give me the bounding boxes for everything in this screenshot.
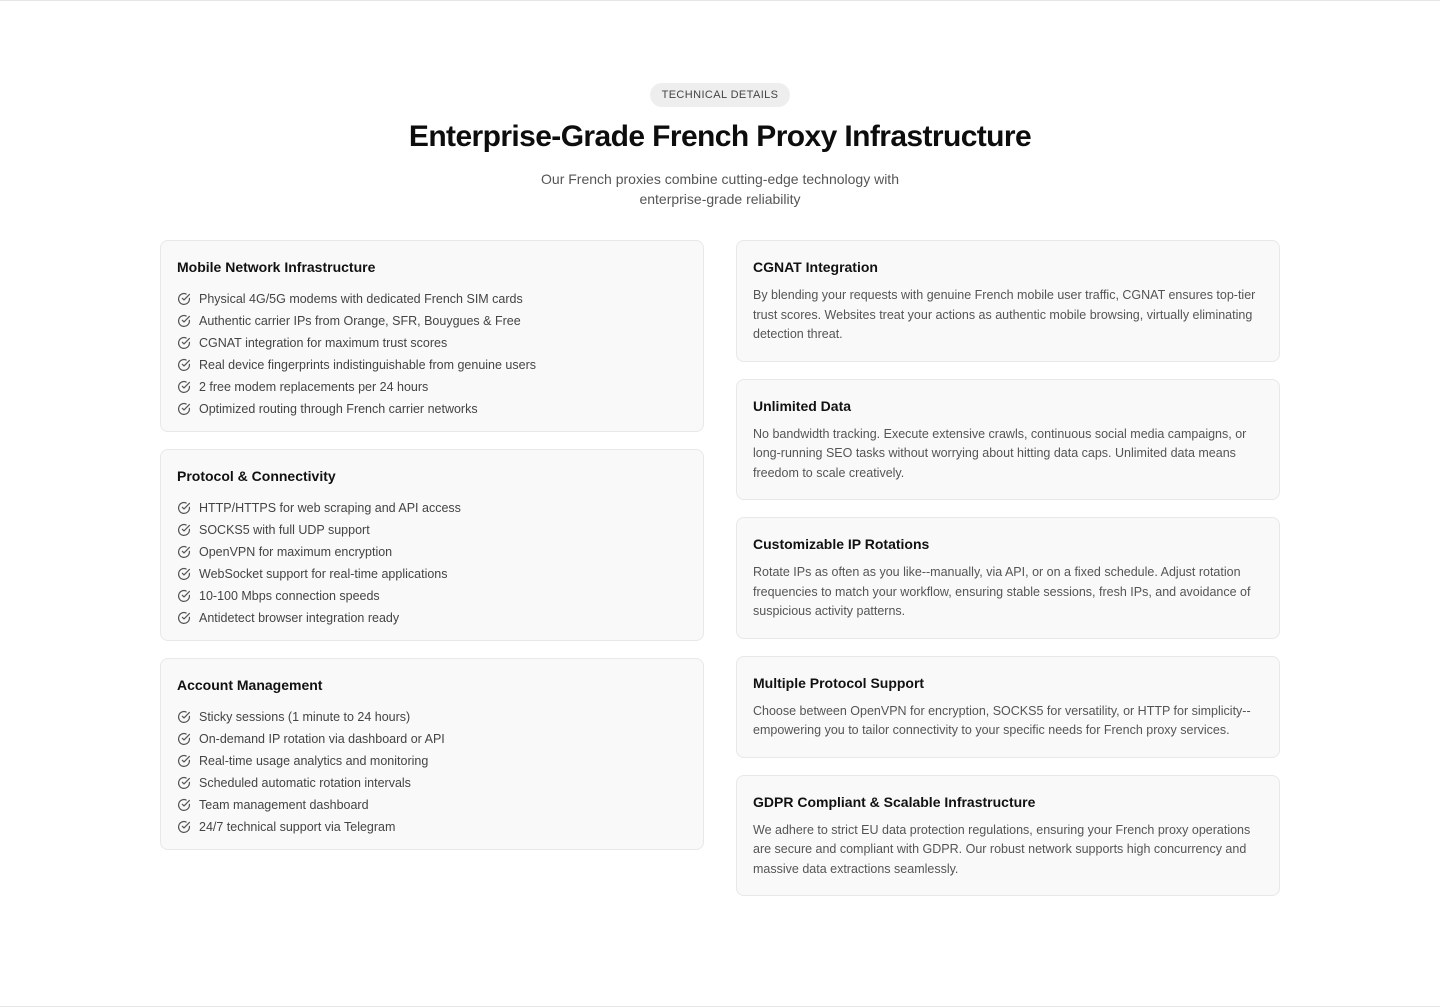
card-title: Mobile Network Infrastructure [177,259,376,275]
card-title: Protocol & Connectivity [177,468,336,484]
feature-text: Real device fingerprints indistinguishable from genuine users [199,358,536,372]
section-eyebrow-badge: TECHNICAL DETAILS [650,83,791,107]
card-description: We adhere to strict EU data protection regulations, ensuring your French proxy operations are secure and compliant with GDPR. Our robust network supports high concurrency and massive data extractions seamlessly. [753,822,1251,876]
feature-card-unlimited-data [736,379,1280,501]
feature-item [177,519,687,541]
feature-item [177,794,687,816]
check-circle-icon [177,776,191,790]
feature-list [177,706,687,838]
feature-item [177,816,687,838]
feature-item [177,376,687,398]
feature-item [177,585,687,607]
feature-text: 10-100 Mbps connection speeds [199,589,380,603]
section-subtitle: Our French proxies combine cutting-edge technology with enterprise-grade reliability [541,171,899,207]
card-description: No bandwidth tracking. Execute extensive crawls, continuous social media campaigns, or long-running SEO tasks without worrying about hitting data caps. Unlimited data means freedom to scale creatively. [753,426,1247,480]
card-title: Multiple Protocol Support [753,674,925,691]
check-circle-icon [177,754,191,768]
feature-text: Sticky sessions (1 minute to 24 hours) [199,710,411,724]
card-description: Choose between OpenVPN for encryption, SOCKS5 for versatility, or HTTP for simplicity--empowering you to tailor connectivity to your specific needs for French proxy services. [753,703,1251,737]
feature-text: OpenVPN for maximum encryption [199,545,393,559]
feature-item [177,750,687,772]
feature-item [177,541,687,563]
feature-list [177,288,687,420]
feature-item [177,332,687,354]
check-circle-icon [177,314,191,328]
check-circle-icon [177,798,191,812]
feature-text: Real-time usage analytics and monitoring [199,754,429,768]
feature-card-gdpr-compliance [736,775,1280,897]
section-title: Enterprise-Grade French Proxy Infrastructure [408,120,1032,153]
feature-item [177,398,687,420]
feature-text: Antidetect browser integration ready [199,611,400,625]
feature-item [177,563,687,585]
feature-text: WebSocket support for real-time applications [199,567,448,581]
check-circle-icon [177,710,191,724]
feature-card-cgnat-integration [736,240,1280,362]
check-circle-icon [177,732,191,746]
check-circle-icon [177,380,191,394]
card-title: GDPR Compliant & Scalable Infrastructure [753,793,1036,810]
check-circle-icon [177,820,191,834]
check-circle-icon [177,358,191,372]
feature-item [177,706,687,728]
card-title: Account Management [177,677,323,693]
feature-list [177,497,687,629]
section-header [0,1,1440,209]
feature-item [177,607,687,629]
check-circle-icon [177,402,191,416]
feature-item [177,772,687,794]
feature-text: 24/7 technical support via Telegram [199,820,396,834]
feature-item [177,310,687,332]
feature-description-column [736,240,1280,896]
feature-list-column [160,240,704,896]
card-title: CGNAT Integration [753,259,878,275]
feature-card-ip-rotations [736,517,1280,639]
feature-text: Scheduled automatic rotation intervals [199,776,411,790]
feature-text: Physical 4G/5G modems with dedicated French SIM cards [199,292,523,306]
feature-text: HTTP/HTTPS for web scraping and API access [199,501,461,515]
feature-text: On-demand IP rotation via dashboard or API [199,732,445,746]
feature-text: Authentic carrier IPs from Orange, SFR, Bouygues & Free [199,314,521,328]
feature-card-protocol-support [736,656,1280,758]
feature-grid [160,240,1280,896]
feature-card-protocol-connectivity [160,449,704,641]
check-circle-icon [177,501,191,515]
feature-item [177,354,687,376]
check-circle-icon [177,589,191,603]
card-title: Unlimited Data [753,397,852,414]
feature-text: Optimized routing through French carrier networks [199,402,478,416]
feature-item [177,497,687,519]
check-circle-icon [177,567,191,581]
feature-item [177,288,687,310]
card-title: Customizable IP Rotations [753,536,930,552]
feature-card-mobile-network [160,240,704,432]
check-circle-icon [177,523,191,537]
check-circle-icon [177,292,191,306]
check-circle-icon [177,336,191,350]
feature-text: CGNAT integration for maximum trust scores [199,336,448,350]
feature-text: SOCKS5 with full UDP support [199,523,370,537]
feature-item [177,728,687,750]
feature-text: Team management dashboard [199,798,369,812]
feature-text: 2 free modem replacements per 24 hours [199,380,429,394]
feature-card-account-management [160,658,704,850]
check-circle-icon [177,611,191,625]
check-circle-icon [177,545,191,559]
card-description: Rotate IPs as often as you like--manually, via API, or on a fixed schedule. Adjust rotation frequencies to match your workflow, ensuring stable sessions, fresh IPs, and avoidance of suspicious activity patterns. [753,565,1251,618]
card-description: By blending your requests with genuine French mobile user traffic, CGNAT ensures top-tier trust scores. Websites treat your actions as authentic mobile browsing, virtually eliminating detection threat. [753,288,1256,341]
